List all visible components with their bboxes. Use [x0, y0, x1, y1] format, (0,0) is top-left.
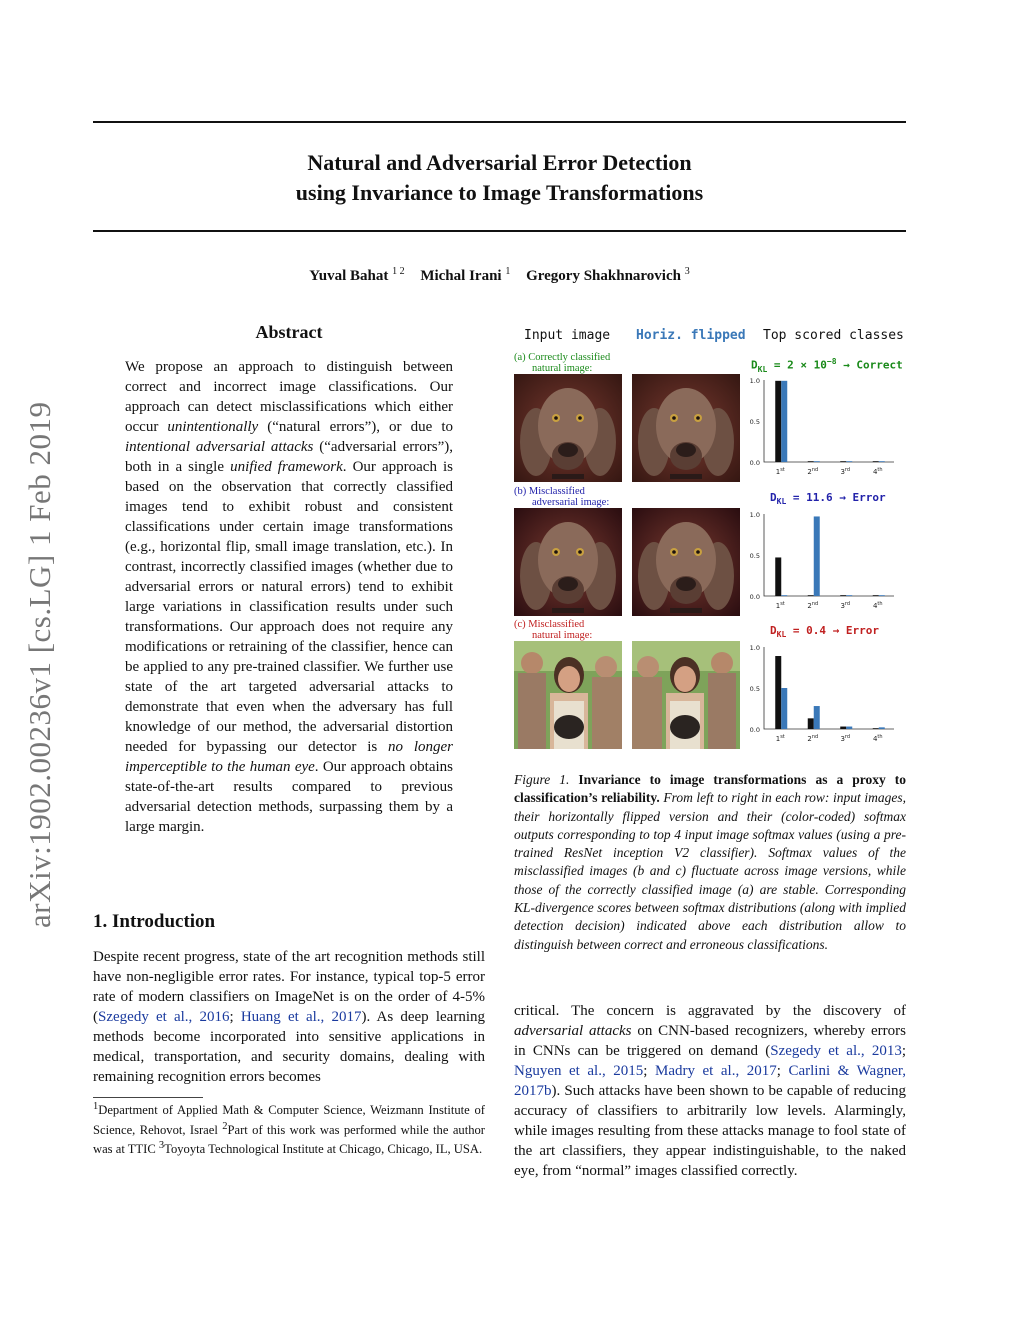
flipped-bar: [846, 595, 852, 596]
flipped-bar: [781, 595, 787, 596]
input-image: [514, 508, 622, 616]
author-name: Gregory Shakhnarovich: [526, 268, 681, 284]
column-header-input: Input image: [524, 328, 611, 343]
dkl-score: [751, 357, 903, 374]
figure-row-label: [514, 352, 610, 374]
abstract-heading: Abstract: [255, 322, 323, 342]
input-bar: [808, 718, 814, 729]
flipped-bar: [814, 706, 820, 729]
x-tick-label: 1st: [775, 734, 785, 743]
dkl-equals: =: [767, 358, 788, 372]
abstract-text: We propose an approach to distinguish between correct and incorrect image classifications. Our approach can detect misclassifications which either occur: [125, 359, 453, 435]
y-tick-label: 1.0: [749, 377, 760, 385]
x-tick-label: 3rd: [840, 467, 851, 476]
title-line-2: using Invariance to Image Transformations: [295, 180, 704, 205]
arxiv-stamp: arXiv:1902.00236v1 [cs.LG] 1 Feb 2019: [22, 401, 57, 928]
input-bar: [775, 557, 781, 596]
x-tick-label: 2nd: [807, 601, 819, 610]
x-tick-label: 4th: [872, 734, 883, 743]
figure-1: [508, 322, 908, 762]
figure-caption: [514, 771, 906, 954]
flipped-bar: [879, 727, 885, 729]
footnote-text: Toyoyta Technological Institute at Chicago, Chicago, IL, USA.: [164, 1142, 483, 1157]
x-tick-label: 2nd: [807, 734, 819, 743]
flipped-bar: [846, 461, 852, 462]
paper-title: [93, 148, 906, 208]
abstract-emphasis: intentional adversarial attacks: [125, 439, 314, 455]
abstract-text: . Our approach is based on the observation that correctly classified images tend to exhibit robust and consistent classifications under certain image transformations (e.g., horizontal flip, small image translation, etc.). In contrast, incorrectly classified images (whether due to adversarial errors or natural errors) tend to exhibit large variations in classification results under such transformations. Our approach does not require any modifications or retraining of the classifier, hence can be applied to any pre-trained classifier. We further use state of the art targeted adversarial attacks to demonstrate that even when the adversary has full knowledge of our method, the adversarial distortion needed for bypassing our detector is: [125, 459, 454, 755]
dkl-value: 0.4: [806, 624, 827, 637]
citation-link[interactable]: Huang et al., 2017: [240, 1009, 362, 1025]
detection-decision: Correct: [856, 358, 903, 372]
title-line-1: Natural and Adversarial Error Detection: [307, 150, 692, 175]
citation-link[interactable]: Szegedy et al., 2013: [770, 1043, 902, 1059]
abstract-emphasis: no longer imperceptible to the human eye: [125, 739, 453, 775]
row-label-line: (a) Correctly classified: [514, 352, 611, 363]
intro-text: Despite recent progress, state of the art recognition methods still have non-negligible error rates. For instance, typical top-5 error rate of modern classifiers on ImageNet is on the order of 4-5% (: [93, 949, 485, 1025]
input-bar: [840, 461, 846, 462]
y-tick-label: 0.5: [749, 552, 760, 560]
y-tick-label: 0.5: [749, 685, 760, 693]
softmax-bar-chart: [734, 376, 904, 486]
caption-text: From left to right in each row: input images, their horizontally flipped version and their (color-coded) softmax outputs corresponding to top 4 input image softmax values (using a pre-trained ResNet inception V2 classifier). Softmax values of the misclassified images (b and c) fluctuate across image versions, while those of the correctly classified image (a) are stable. Corresponding KL-divergence scores between softmax distributions (along with implied detection decision) indicated above each distribution allow to distinguish between correct and erroneous classifications.: [514, 790, 907, 952]
y-tick-label: 1.0: [749, 644, 760, 652]
dkl-value: 2 × 10: [787, 358, 827, 372]
input-bar: [873, 461, 879, 462]
input-image: [514, 374, 622, 482]
arrow-icon: →: [832, 491, 853, 504]
footnote-mark: 1: [93, 1101, 99, 1112]
softmax-bar-chart: [734, 643, 904, 753]
arrow-icon: →: [826, 624, 846, 637]
citation-link[interactable]: Nguyen et al., 2015: [514, 1063, 644, 1079]
softmax-bar-chart: [734, 510, 904, 620]
body-text: ;: [901, 1043, 906, 1059]
top-rule: [93, 121, 906, 123]
y-tick-label: 0.0: [749, 459, 760, 467]
flipped-bar: [814, 461, 820, 462]
dkl-subscript: KL: [757, 364, 768, 374]
input-bar: [808, 461, 814, 462]
author-affiliation: 1 2: [392, 266, 405, 277]
abstract-text: (“natural errors”), or due to: [258, 419, 453, 435]
dkl-symbol: D: [770, 624, 777, 637]
figure-row-label: [514, 486, 609, 508]
abstract-text: . Our approach obtains state-of-the-art results compared to previous adversarial detection methods, surpassing them by a large margin.: [125, 759, 453, 835]
row-label-line: natural image:: [532, 363, 593, 374]
citation-link[interactable]: Szegedy et al., 2016: [98, 1009, 230, 1025]
flipped-bar: [781, 381, 787, 462]
abstract-emphasis: unified framework: [230, 459, 343, 475]
dkl-subscript: KL: [776, 630, 787, 640]
title-bottom-rule: [93, 230, 906, 232]
y-tick-label: 0.0: [749, 593, 760, 601]
y-tick-label: 0.5: [749, 418, 760, 426]
dkl-subscript: KL: [776, 497, 787, 507]
author-affiliation: 1: [505, 266, 511, 277]
dkl-equals: =: [786, 491, 807, 504]
abstract-text: (“adversarial errors”), both in a single: [125, 439, 453, 475]
author-name: Michal Irani: [420, 268, 502, 284]
footnote-rule: [93, 1097, 203, 1098]
footnote: [93, 1099, 485, 1158]
footnote-mark: 2: [222, 1120, 228, 1132]
body-text: ;: [776, 1063, 789, 1079]
column-header-top-classes: Top scored classes: [763, 328, 904, 343]
row-label-line: adversarial image:: [532, 497, 610, 508]
caption-prefix: Figure 1.: [514, 772, 570, 787]
input-image: [514, 641, 622, 749]
author-name: Yuval Bahat: [309, 268, 389, 284]
body-text: on CNN-based recognizers, whereby errors in CNNs can be triggered on demand (: [514, 1023, 906, 1059]
x-tick-label: 3rd: [840, 601, 851, 610]
flipped-bar: [846, 727, 852, 729]
body-text: ;: [643, 1063, 655, 1079]
body-emphasis: adversarial attacks: [514, 1023, 632, 1039]
author-affiliation: 3: [684, 266, 690, 277]
detection-decision: Error: [852, 491, 886, 504]
footnote-mark: 3: [158, 1140, 165, 1152]
x-tick-label: 1st: [775, 601, 785, 610]
dkl-symbol: D: [751, 358, 758, 372]
footnote-text: Department of Applied Math & Computer Science, Weizmann Institute of Science, Rehovot, Israel: [93, 1103, 485, 1137]
x-tick-label: 4th: [872, 467, 883, 476]
body-text: ). Such attacks have been shown to be capable of reducing accuracy of classifiers to arbitrarily low levels. Alarmingly, while images resulting from these attacks manage to fool state of the art classifiers, they appear indistinguishable, to the naked eye, from “normal” images classified correctly.: [514, 1083, 906, 1179]
flipped-image: [632, 508, 740, 616]
y-tick-label: 0.0: [749, 726, 760, 734]
figure-row-label: [514, 619, 592, 641]
input-bar: [775, 381, 781, 462]
citation-link[interactable]: Carlini & Wagner, 2017b: [514, 1063, 907, 1099]
abstract-emphasis: unintentionally: [167, 419, 259, 435]
x-tick-label: 2nd: [807, 467, 819, 476]
citation-link[interactable]: Madry et al., 2017: [654, 1063, 777, 1079]
row-label-line: (b) Misclassified: [514, 486, 585, 497]
flipped-bar: [814, 516, 820, 596]
caption-bold: Invariance to image transformations as a proxy to classification’s reliability.: [514, 772, 906, 806]
author-list: [93, 266, 906, 285]
dkl-exponent: −8: [826, 357, 837, 366]
row-label-line: (c) Misclassified: [514, 619, 585, 630]
body-text: critical. The concern is aggravated by the discovery of: [514, 1003, 906, 1019]
dkl-equals: =: [786, 624, 807, 637]
flipped-bar: [879, 595, 885, 596]
footnote-text: Part of this work was performed while the author was at TTIC: [93, 1122, 485, 1157]
y-tick-label: 1.0: [749, 511, 760, 519]
x-tick-label: 4th: [872, 601, 883, 610]
input-bar: [873, 728, 879, 729]
input-bar: [775, 656, 781, 729]
input-bar: [840, 595, 846, 596]
arrow-icon: →: [836, 358, 857, 372]
dkl-score: [770, 491, 886, 506]
intro-text: ;: [229, 1009, 241, 1025]
dkl-value: 11.6: [806, 491, 833, 504]
flipped-image: [632, 641, 740, 749]
x-tick-label: 3rd: [840, 734, 851, 743]
dkl-score: [770, 624, 879, 639]
column-header-flipped: Horiz. flipped: [636, 328, 746, 343]
flipped-bar: [781, 688, 787, 729]
section-heading-introduction: 1. Introduction: [93, 911, 216, 932]
intro-text: ). As deep learning methods become incorporated into sensitive applications in medical, transportation, and security domains, dealing with remaining recognition errors becomes: [93, 1009, 485, 1085]
input-bar: [873, 595, 879, 596]
input-bar: [808, 595, 814, 596]
abstract-body: [125, 357, 453, 837]
flipped-image: [632, 374, 740, 482]
dkl-symbol: D: [770, 491, 777, 504]
introduction-body: [93, 947, 485, 1087]
detection-decision: Error: [845, 624, 880, 637]
input-bar: [840, 727, 846, 729]
row-label-line: natural image:: [532, 630, 593, 641]
x-tick-label: 1st: [775, 467, 785, 476]
chart-axis: [764, 514, 894, 596]
right-column-body: [514, 1001, 906, 1181]
flipped-bar: [879, 461, 885, 462]
